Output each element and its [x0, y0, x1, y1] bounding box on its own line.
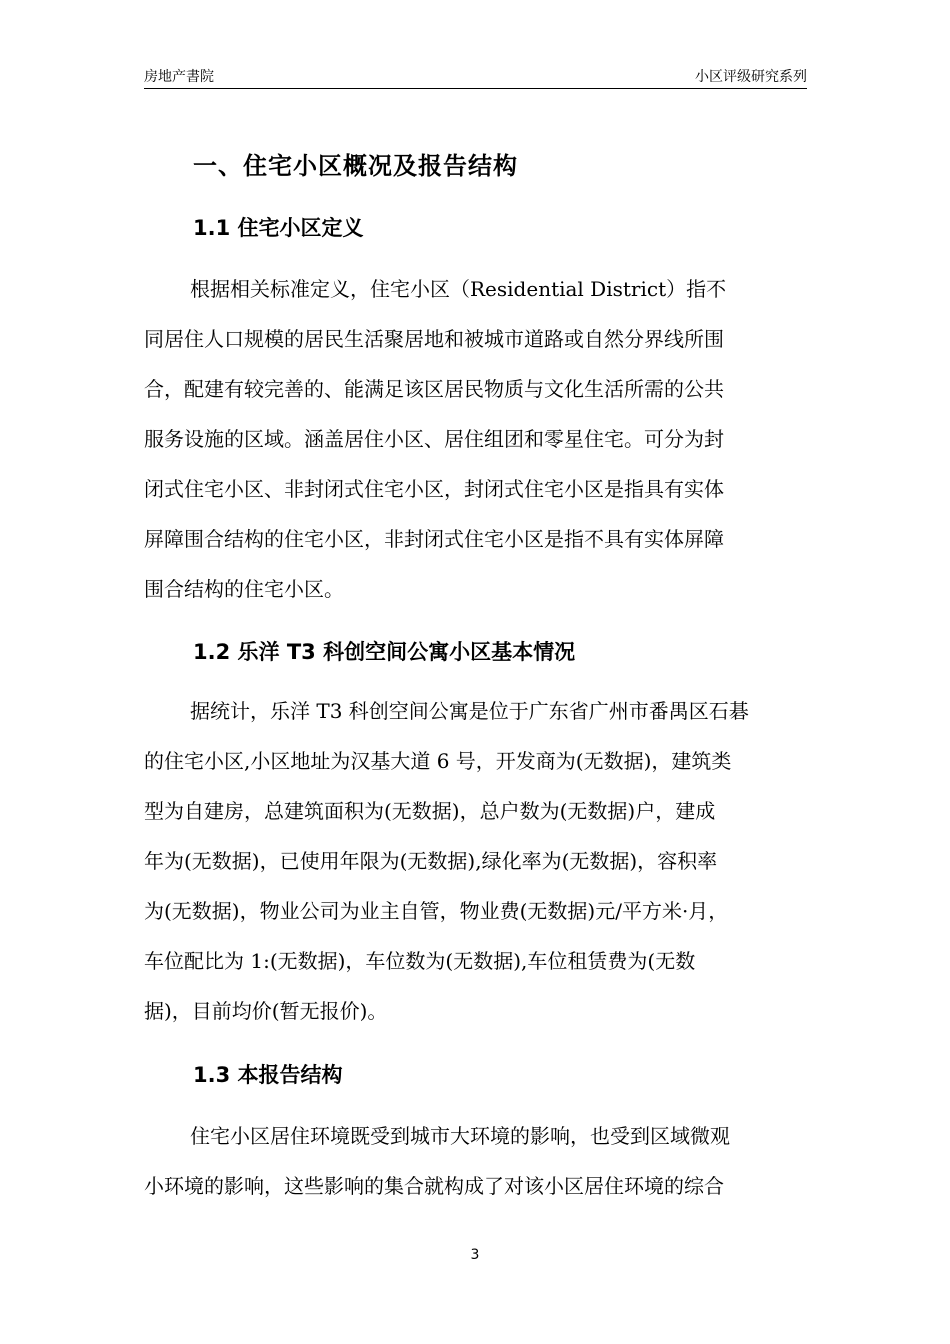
heading-1-1: 1.1 住宅小区定义: [193, 216, 364, 240]
paragraph-line: 年为(无数据)，已使用年限为(无数据),绿化率为(无数据)，容积率: [144, 849, 718, 873]
paragraph-line: 小环境的影响，这些影响的集合就构成了对该小区居住环境的综合: [144, 1174, 724, 1198]
page-header: [144, 66, 807, 89]
page-number: 3: [470, 1247, 480, 1263]
paragraph-line: 根据相关标准定义，住宅小区（Residential District）指不: [190, 277, 727, 301]
paragraph-line: 型为自建房，总建筑面积为(无数据)，总户数为(无数据)户，建成: [144, 799, 716, 823]
paragraph-structure: [144, 1111, 809, 1211]
paragraph-line: 服务设施的区域。涵盖居住小区、居住组团和零星住宅。可分为封: [144, 427, 724, 451]
paragraph-line: 据统计，乐洋 T3 科创空间公寓是位于广东省广州市番禺区石碁: [190, 699, 749, 723]
section-title: 一、住宅小区概况及报告结构: [193, 152, 518, 180]
paragraph-line: 屏障围合结构的住宅小区，非封闭式住宅小区是指不具有实体屏障: [144, 527, 724, 551]
paragraph-line: 住宅小区居住环境既受到城市大环境的影响，也受到区域微观: [190, 1124, 730, 1148]
paragraph-line: 闭式住宅小区、非封闭式住宅小区，封闭式住宅小区是指具有实体: [144, 477, 724, 501]
paragraph-line: 据)，目前均价(暂无报价)。: [144, 999, 388, 1023]
paragraph-line: 的住宅小区,小区地址为汉基大道 6 号，开发商为(无数据)，建筑类: [144, 749, 732, 773]
paragraph-line: 为(无数据)，物业公司为业主自管，物业费(无数据)元/平方米·月，: [144, 899, 729, 923]
header-series: 小区评级研究系列: [695, 69, 807, 85]
header-publisher: 房地产書院: [144, 69, 214, 85]
heading-1-2: 1.2 乐洋 T3 科创空间公寓小区基本情况: [193, 640, 576, 664]
paragraph-line: 车位配比为 1:(无数据)，车位数为(无数据),车位租赁费为(无数: [144, 949, 696, 973]
paragraph-line: 同居住人口规模的居民生活聚居地和被城市道路或自然分界线所围: [144, 327, 724, 351]
paragraph-basic-info: [144, 686, 809, 1036]
paragraph-line: 合，配建有较完善的、能满足该区居民物质与文化生活所需的公共: [144, 377, 724, 401]
paragraph-definition: [144, 264, 809, 614]
heading-1-3: 1.3 本报告结构: [193, 1063, 343, 1087]
paragraph-line: 围合结构的住宅小区。: [144, 577, 344, 601]
